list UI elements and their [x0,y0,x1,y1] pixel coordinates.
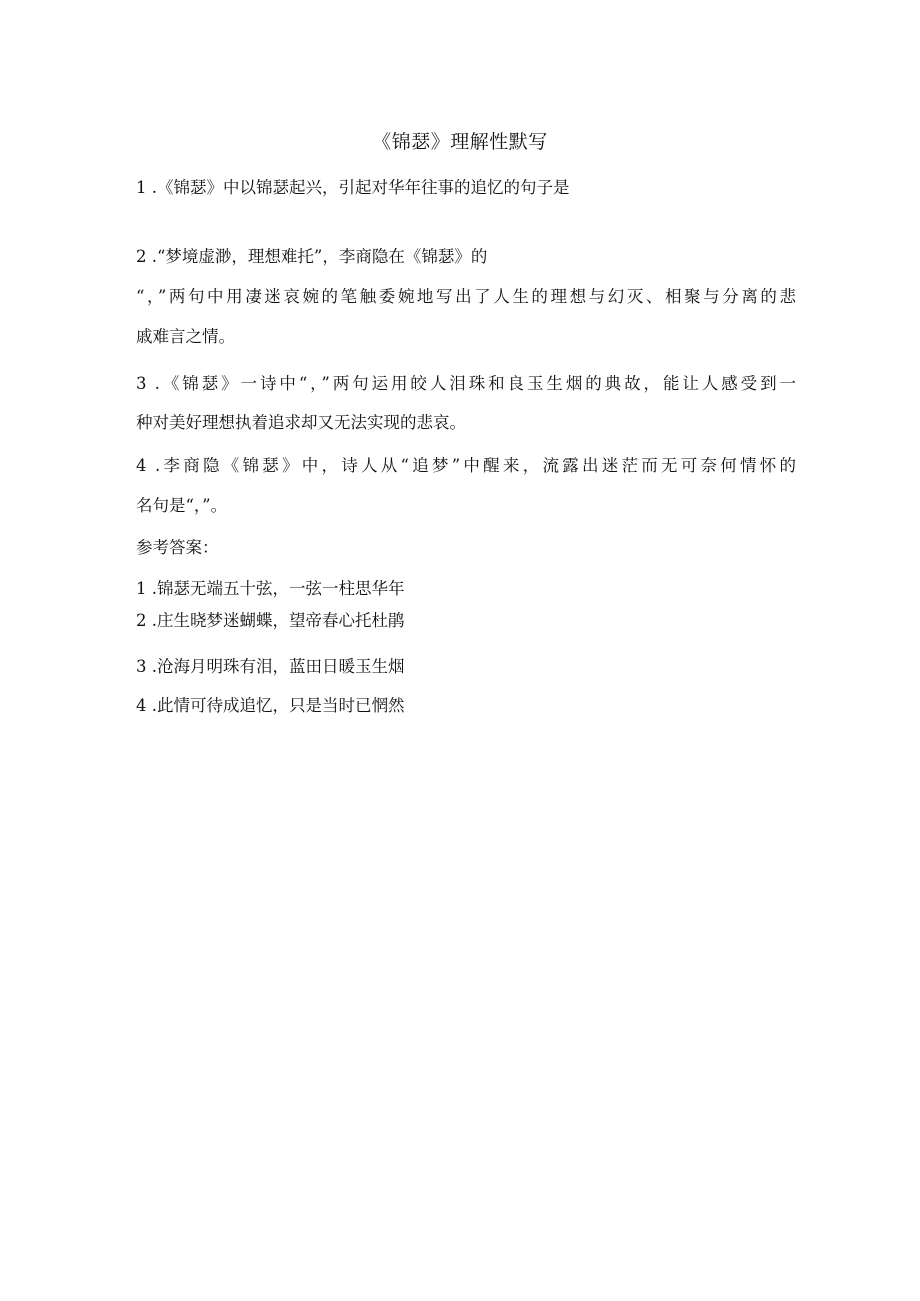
question-2-line-2: “，”两句中用凄迷哀婉的笔触委婉地写出了人生的理想与幻灭、相聚与分离的悲 [136,287,796,306]
question-1-line-1: 1 .《锦瑟》中以锦瑟起兴，引起对华年往事的追忆的句子是 [136,178,570,197]
answer-3: 3 .沧海月明珠有泪，蓝田日暖玉生烟 [136,657,405,676]
answer-4: 4 .此情可待成追忆，只是当时已惘然 [136,696,405,715]
answer-2: 2 .庄生晓梦迷蝴蝶，望帝春心托杜鹃 [136,611,405,630]
answer-1: 1 .锦瑟无端五十弦，一弦一柱思华年 [136,579,405,598]
question-3-line-1: 3 .《锦瑟》一诗中“，”两句运用皎人泪珠和良玉生烟的典故，能让人感受到一 [136,374,796,393]
question-2-line-1: 2 .“梦境虚渺，理想难托”，李商隐在《锦瑟》的 [136,247,488,266]
question-4-line-1: 4 .李商隐《锦瑟》中，诗人从“追梦”中醒来，流露出迷茫而无可奈何情怀的 [136,456,796,475]
question-3-line-2: 种对美好理想执着追求却又无法实现的悲哀。 [136,413,466,432]
page-title: 《锦瑟》理解性默写 [372,131,548,153]
question-4-line-2: 名句是“，”。 [136,496,228,515]
question-2-line-3: 戚难言之情。 [136,327,235,346]
answers-heading: 参考答案： [136,538,219,557]
